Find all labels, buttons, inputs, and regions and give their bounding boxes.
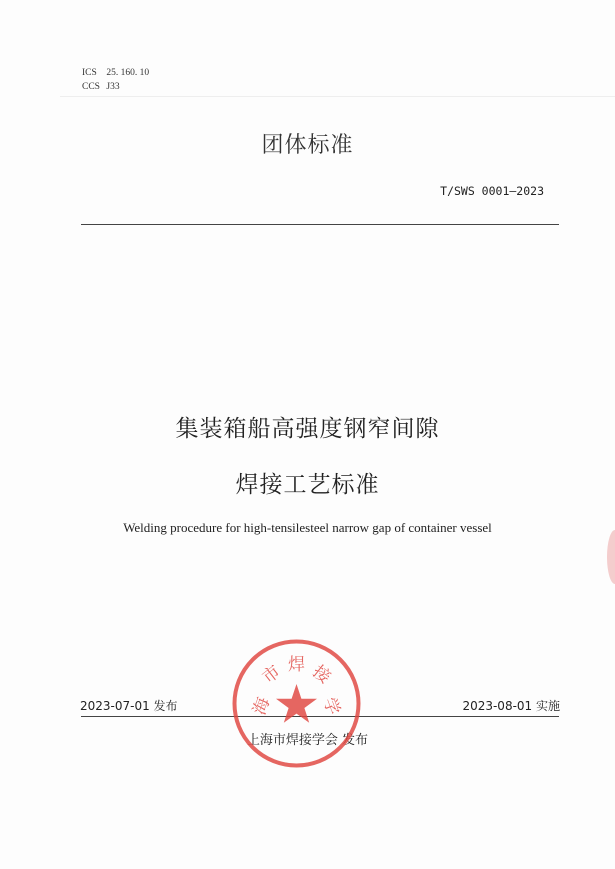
ics-label: ICS [82, 68, 97, 78]
title-line-1: 集装箱船高强度钢窄间隙 [175, 416, 440, 442]
ccs-code [82, 80, 149, 94]
title-line-2: 焊接工艺标准 [235, 472, 380, 498]
implement-date: 2023-08-01 实施 [462, 699, 560, 713]
standard-number: T/SWS 0001—2023 [440, 184, 544, 198]
english-title: Welding procedure for high-tensilesteel narrow gap of container vessel [123, 520, 492, 535]
standard-type-heading: 团体标准 [261, 133, 354, 158]
svg-text:市: 市 [258, 661, 285, 688]
classification-codes [82, 66, 149, 94]
seal-star-icon [276, 684, 317, 723]
official-seal-stamp [229, 636, 364, 771]
svg-text:接: 接 [308, 661, 335, 688]
ics-value: 25. 160. 10 [106, 68, 150, 78]
svg-text:焊: 焊 [288, 655, 305, 675]
scan-edge-line [60, 96, 615, 97]
ccs-label: CCS [82, 82, 100, 92]
publish-date: 2023-07-01 发布 [80, 699, 178, 713]
svg-text:学: 学 [318, 694, 344, 718]
svg-text:海: 海 [249, 694, 275, 718]
ccs-value: J33 [106, 82, 120, 92]
ics-code [82, 66, 149, 80]
header-divider [81, 224, 559, 225]
scan-edge-mark [607, 530, 615, 584]
publisher-line: 上海市焊接学会 发布 [246, 733, 369, 748]
